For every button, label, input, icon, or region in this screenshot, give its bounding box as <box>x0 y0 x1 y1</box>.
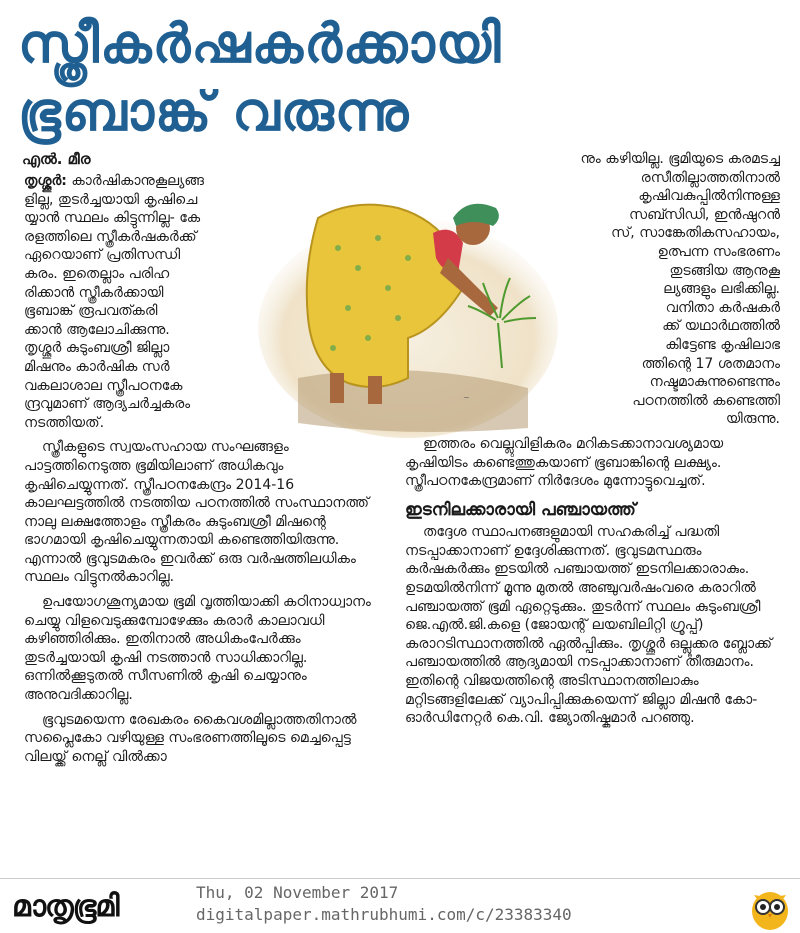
dateline: തൃശ്ശൂർ: <box>24 173 67 189</box>
publication-date: Thu, 02 November 2017 <box>196 883 399 902</box>
left-paragraph-3: ഉപയോഗശൂന്യമായ ഭൂമി വൃത്തിയാക്കി കഠിനാധ്വാനം ചെയ്യു വിളവെടുക്കുമ്പോഴേക്കും കരാർ കാലാവധി കഴിഞ്ഞിരിക്കും. ഇതിനാൽ അധികംപേർക്കും തുടർച്ചയായി കൃഷി നടത്താൻ സാധിക്കാറില്ല. ഒന്നിൽക്കൂടുതൽ സീസണിൽ കൃഷി ചെയ്യാനും അനുവദിക്കാറില്ല. <box>24 594 371 704</box>
footer <box>0 878 800 933</box>
headline-line-2: ഭൂബാങ്ക് വരുന്നു <box>18 80 410 143</box>
left-column <box>24 172 376 772</box>
right-column <box>405 150 780 734</box>
left-paragraph-4: ഭൂവുടമയെന്ന രേഖകരം കൈവശമില്ലാത്തതിനാൽ സപ്ലൈകോ വഴിയുള്ള സംഭരണത്തിലൂടെ മെച്ചപ്പെട്ട വിലയ്ക്ക് നെല്ല് വിൽക്കാ <box>24 711 357 765</box>
headline-line-1: സ്ത്രീകർഷകർക്കായി <box>18 12 502 75</box>
left-paragraph-2: സ്ത്രീകളുടെ സ്വയംസഹായ സംഘങ്ങളം പാട്ടത്തിനെടുത്ത ഭൂമിയിലാണ് അധികവും കൃഷിചെയ്യുന്നത്. സ്ത്രീപഠനകേന്ദ്രം 2014-16 കാലഘട്ടത്തിൽ നടത്തിയ പഠനത്തിൽ സംസ്ഥാനത്ത് നാലു ലക്ഷത്തോളം സ്ത്രീകരം കുടുംബശ്രീ മിഷന്റെ ഭാഗമായി കൃഷിചെയ്യുന്നതായി കണ്ടെത്തിയിരുന്നു. എന്നാൽ ഭൂവുടമകരം ഇവർക്ക് ഒരു വർഷത്തിലധികം സ്ഥലം വിട്ടുനൽകാറില്ല. <box>24 439 369 586</box>
byline: എൽ. മീര <box>22 150 91 168</box>
svg-text:~: ~ <box>463 393 470 402</box>
source-url[interactable]: digitalpaper.mathrubhumi.com/c/23383340 <box>196 905 572 924</box>
left-paragraph-1: തൃശ്ശൂർ: കാർഷികാനുകൂല്യങ്ങ ളില്ല, തുടർച്ചയായി കൃഷിചെ യ്യാൻ സ്ഥലം കിട്ടുന്നില്ല- കേ രളത്തിലെ സ്ത്രീകർഷകർക്ക് ഏറെയാണ് പ്രതിസന്ധി കരം. ഇതെല്ലാം പരിഹ രിക്കാൻ സ്ത്രീകർക്കായി ഭൂബാങ്ക് രൂപവത്കരി ക്കാൻ ആലോചിക്കുന്നു. തൃശ്ശൂർ കുടുംബശ്രീ ജില്ലാ മിഷനും കാർഷിക സർ വകലാശാല സ്ത്രീപഠനകേ ന്ദ്രവുമാണ് ആദ്യചർച്ചകരം നടത്തിയത്. <box>24 173 204 431</box>
headline <box>18 10 788 146</box>
owl-icon <box>748 881 792 931</box>
mathrubhumi-logo: മാതൃഭൂമി <box>12 889 119 924</box>
right-paragraph-2: ഇത്തരം വെല്ലുവിളികരം മറികടക്കാനാവശ്യമായ കൃഷിയിടം കണ്ടെത്തുകയാണ് ഭൂബാങ്കിന്റെ ലക്ഷ്യം. സ്ത്രീപഠനകേന്ദ്രമാണ് നിർദേശം മുന്നോട്ടുവെച്ചത്. <box>405 435 724 490</box>
subheading: ഇടനിലക്കാരായി പഞ്ചായത്ത് <box>405 499 636 520</box>
right-paragraph-1: നും കഴിയില്ല. ഭൂമിയുടെ കരമടച്ച രസീതില്ലാത്തതിനാൽ കൃഷിവകുപ്പിൽനിന്നുള്ള സബ്സിഡി, ഇൻഷുറൻ സ്, സാങ്കേതികസഹായം, ഉത്പന്ന സംഭരണം തുടങ്ങിയ ആനുകൂ ല്യങ്ങളും ലഭിക്കില്ല. വനിതാ കർഷകർ ക്ക് യഥാർഥത്തിൽ കിട്ടേണ്ട കൃഷിലാഭ ത്തിന്റെ 17 ശതമാനം നഷ്ടമാകുന്നുണ്ടെന്നും പഠനത്തിൽ കണ്ടെത്തി യിരുന്നു. <box>580 151 780 428</box>
right-paragraph-3: തദ്ദേശ സ്ഥാപനങ്ങളുമായി സഹകരിച്ച് പദ്ധതി നടപ്പാക്കാനാണ് ഉദ്ദേശിക്കുന്നത്. ഭൂവുടമസ്ഥരും കർഷകർക്കും ഇടയിൽ പഞ്ചായത്ത് ഇടനിലക്കാരാകും. ഉടമയിൽനിന്ന് മൂന്നു മുതൽ അഞ്ചുവർഷംവരെ കരാറിൽ പഞ്ചായത്ത് ഭൂമി ഏറ്റെടുക്കും. തുടർന്ന് സ്ഥലം കുടുംബശ്രീ ജെ.എൽ.ജി.കളെ (ജോയന്റ് ലയബിലിറ്റി ഗ്രൂപ്പ്) കരാറടിസ്ഥാനത്തിൽ ഏൽപ്പിക്കും. തൃശ്ശൂർ ഒല്ലൂക്കര ബ്ലോക്ക് പഞ്ചായത്തിൽ ആദ്യമായി നടപ്പാക്കാനാണ് തീരുമാനം. ഇതിന്റെ വിജയത്തിന്റെ അടിസ്ഥാനത്തിലാകും മറ്റിടങ്ങളിലേക്ക് വ്യാപിപ്പിക്കുകയെന്ന് ജില്ലാ മിഷൻ കോ-ഓർഡിനേറ്റർ കെ.വി. ജ്യോതിഷ്കുമാർ പറഞ്ഞു. <box>405 524 773 727</box>
